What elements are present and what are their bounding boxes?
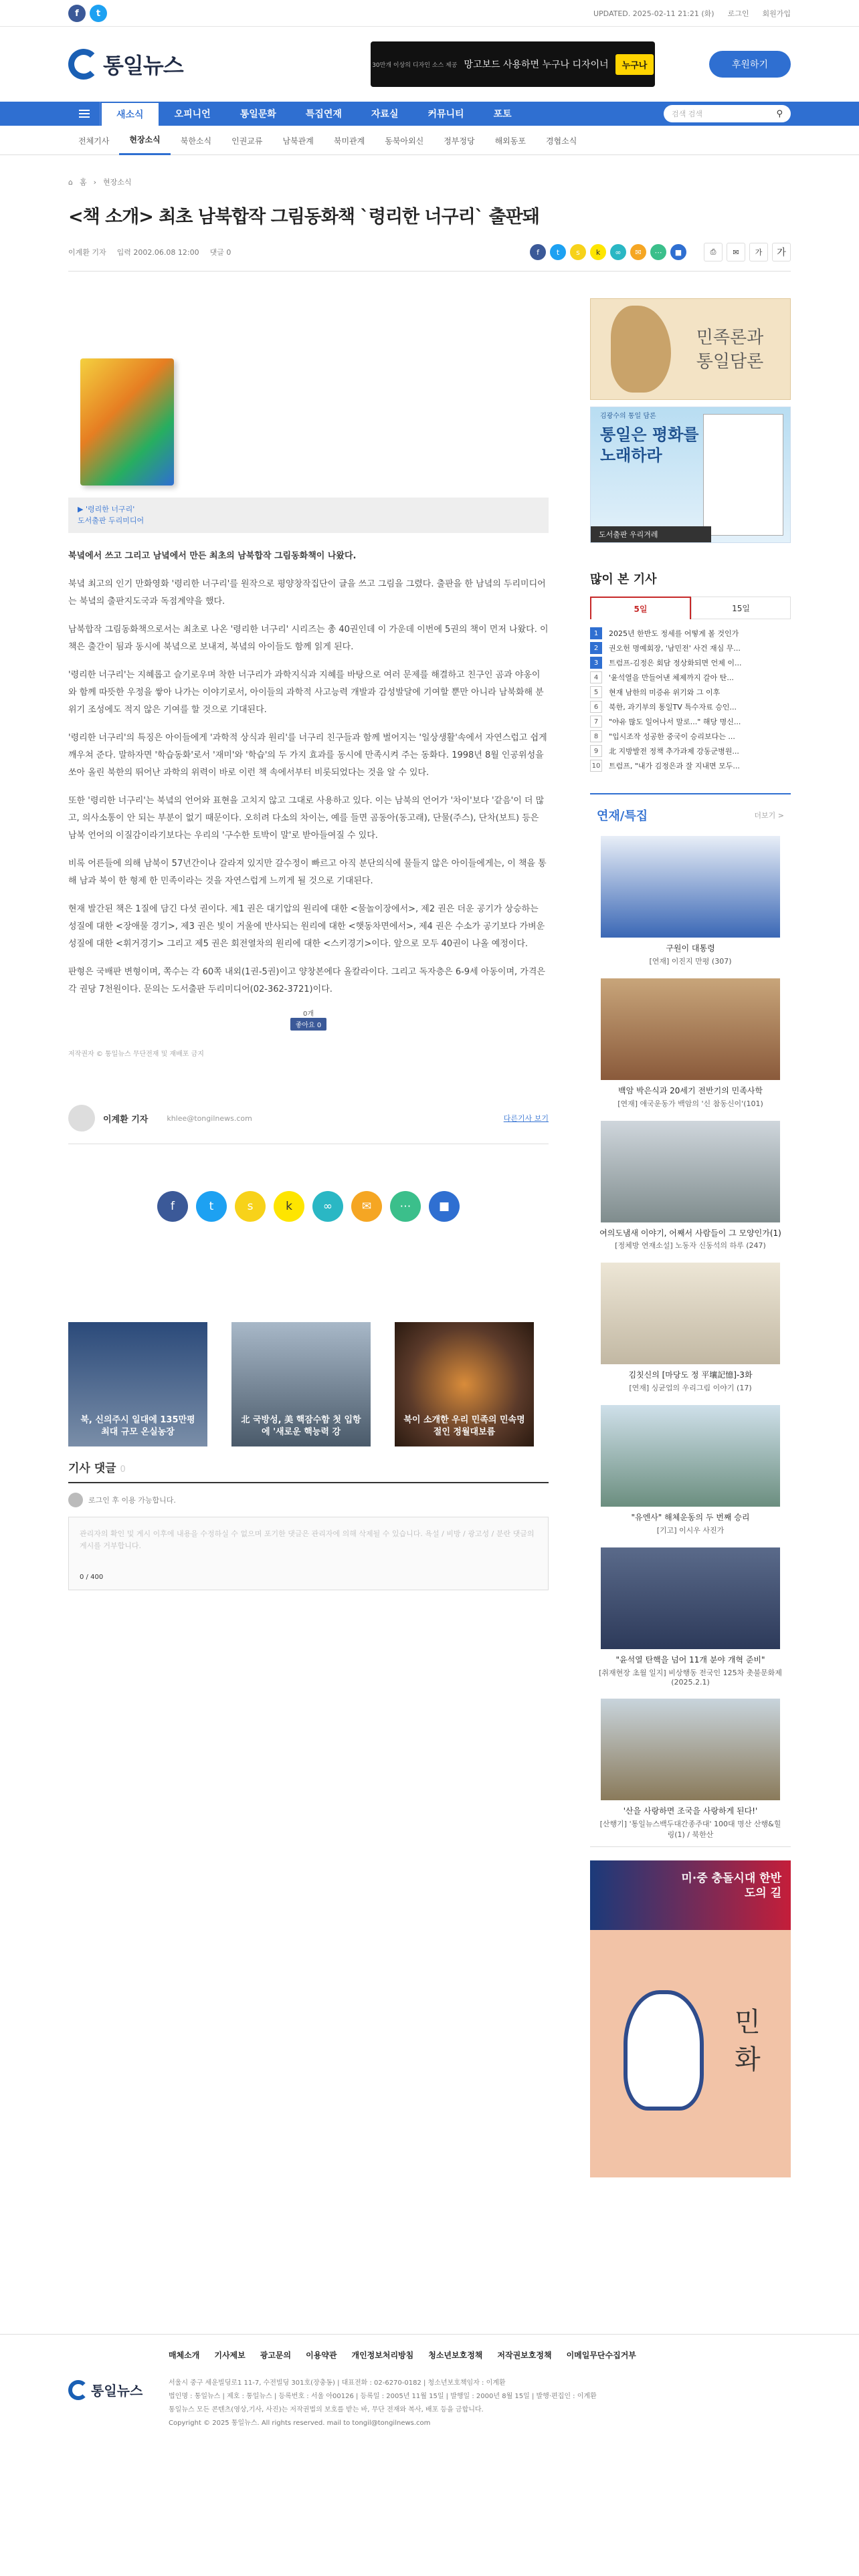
list-item[interactable]: 5 현재 남한의 미증유 위기와 그 이후 [590,685,791,700]
vase-image [624,1990,704,2111]
publish-date: 입력 2002.06.08 12:00 [116,248,199,257]
share-buttons [68,1191,549,1222]
subnav-item[interactable]: 북한소식 [180,136,212,146]
logo-mark-icon [68,2380,88,2400]
tab-5days[interactable]: 5일 [590,597,691,619]
article-paragraph: '령리한 너구리'는 지혜롭고 슬기로우며 착한 너구리가 과학지식과 지혜를 바탕으로 여러 문제를 해결하고 친구인 곰과 야옹이와 함께 따뜻한 우정을 쌓아 나가는 이야기로서, 아이들의 과학적 사고능력 개발과 감성발달에 기여할 뿐만 아니라 남북화해 분위기 조성에도 적지 않은 기여를 할 것으로 기대된다. [68,670,544,715]
article-paragraph: 판형은 국배판 변형이며, 쪽수는 각 60쪽 내외(1권-5권)이고 양창본에다 올칼라이다. 그리고 독자층은 6-9세 아동이며, 가격은 각 권당 7천원이다. 문의는 도서출판 두리미디어(02-362-3721)이다. [68,967,545,994]
share-facebook-icon[interactable]: f [530,244,546,260]
series-card[interactable] [597,836,784,966]
breadcrumb-section[interactable]: 현장소식 [103,178,132,187]
list-item[interactable]: 3 트럼프-김정은 회담 정상화되면 언제 이... [590,655,791,670]
series-card-sub: [연재] 애국운동가 백암의 '신 참동신이'(101) [617,1099,763,1108]
ad3-text: 미·중 충돌시대 한반도의 길 [681,1871,781,1900]
related-title: 북이 소개한 우리 민족의 민속명절인 정월대보름 [403,1414,525,1437]
comment-textarea[interactable] [68,1517,549,1590]
nav-item-culture[interactable]: 통일문화 [240,109,276,120]
sidebar [590,298,791,2177]
author-box [68,1105,549,1144]
series-card-title: '산을 사랑하면 조국을 사랑하게 된다!' [623,1806,758,1816]
nav-item-opinion[interactable]: 오피니언 [174,109,211,120]
article-paragraph: 또한 '령리한 너구리'는 북녘의 언어와 표현을 고치지 않고 그대로 사용하고 있다. 이는 남북의 언어가 '차이'보다 '같음'이 더 많고, 의사소통이 안 되는 부분이 없기 때문이다. 오히려 다소의 차이는, 예를 들면 곰동아(동고래), 단물(주스), 단차(보트) 등은 남북 언어의 이질감이라기보다는 우리의 '구수한 토박이 말'로 받아들여질 수 있다. [68,796,545,841]
series-card-sub: [연재] 싱균업의 우리그림 이야기 (17) [629,1384,752,1393]
book-cover-image [80,358,174,486]
list-item[interactable]: 10 트럼프, "내가 김정은과 잘 지내면 모두... [590,758,791,773]
related-articles [68,1322,549,1446]
footer-logo[interactable] [68,2349,149,2430]
footer-info [169,2377,636,2430]
font-size-up-icon[interactable]: 가 [772,243,791,261]
hamburger-menu-icon[interactable] [68,102,100,126]
share-twitter-icon[interactable]: t [196,1191,227,1222]
like-count: 0개 [302,1010,314,1018]
series-card-sub: [연재] 이진지 만평 (307) [649,956,732,966]
share-kakaotalk-icon[interactable]: k [274,1191,304,1222]
banner-sub: 30만개 이상의 디자인 소스 제공 [372,62,458,69]
author-name: 이계환 기자 [103,1114,149,1125]
footer-info-line: Copyright © 2025 통일뉴스. All rights reserved. mail to tongil@tongilnews.com [169,2420,431,2427]
logo-mark-icon [68,49,99,80]
related-card[interactable] [68,1322,207,1446]
subnav-item-active[interactable]: 현장소식 [119,126,170,155]
article-paragraph: 북녘 최고의 인기 만화영화 '령리한 너구리'를 원작으로 평양창작집단이 글을 쓰고 그림을 그렸다. 출판을 한 남녘의 두리미디어는 북녘의 출판지도국과 독점계약을 했다. [68,579,546,607]
article-paragraph: 남북합작 그림동화책으로서는 최초로 나온 '령리한 너구리' 시리즈는 총 40권인데 이 가운데 이번에 5권의 책이 먼저 나왔다. 이 책은 출간이 됨과 동시에 북녘으로 보내져, 북녘의 아이들도 함께 읽게 된다. [68,625,549,652]
series-image [601,1547,780,1649]
share-kakaotalk-icon[interactable]: k [590,244,606,260]
top-ad-banner[interactable] [371,41,655,87]
footer [0,2334,859,2576]
share-email-icon[interactable]: ✉ [351,1191,382,1222]
series-card[interactable] [597,1263,784,1393]
series-card-title: "유엔사" 해체운동의 두 번째 승리 [631,1513,750,1523]
social-links [68,5,107,22]
footer-info-line: 통일뉴스 모든 콘텐츠(영상,기사, 사진)는 저작권법의 보호를 받는 바, 무단 전재와 복사, 배포 등을 금합니다. [169,2406,484,2413]
subnav-item[interactable]: 전체기사 [78,136,110,146]
footer-link[interactable]: 이메일무단수집거부 [566,2351,636,2360]
article-main [68,298,549,2177]
logo-text: 통일뉴스 [103,53,183,78]
ad1-text: 민족론과 통일담론 [696,328,764,372]
list-item[interactable]: 4 '윤석열을 만들어낸 체제까지 갈아 탄... [590,670,791,685]
korea-map-image [611,306,671,393]
share-twitter-icon[interactable]: t [550,244,566,260]
related-title: 北 국방성, 美 핵잠수함 첫 입항에 '새로운 핵능력 강 [241,1414,361,1437]
list-item[interactable]: 6 북한, 과기부의 통일TV 특수자료 승인... [590,700,791,714]
sidebar-ad-2[interactable] [590,407,791,543]
search-input[interactable] [664,105,791,122]
footer-link[interactable]: 이용약관 [306,2351,337,2360]
ad2-title: 통일은 평화를 노래하라 [600,425,699,465]
print-icon[interactable]: ⎙ [704,243,723,261]
footer-link[interactable]: 저작권보호정책 [497,2351,552,2360]
comment-count[interactable]: 댓글 0 [209,248,231,257]
share-email-icon[interactable]: ✉ [630,244,646,260]
list-item[interactable]: 1 2025년 한반도 정세를 어떻게 볼 것인가 [590,626,791,641]
popular-list [590,626,791,773]
ad2-author: 김광수의 통일 담론 [600,413,656,420]
author-email[interactable]: khlee@tongilnews.com [167,1113,252,1123]
list-item[interactable]: 7 "야유 많도 일어나서 말로..." 해당 명신... [590,714,791,729]
like-button[interactable]: 좋아요 0 [290,1018,327,1031]
series-image [601,836,780,938]
comment-char-counter: 0 / 400 [80,1574,104,1581]
login-note [68,1493,549,1507]
copyright-note: 저작권자 © 통일뉴스 무단전재 및 재배포 금지 [68,1051,204,1058]
nav-item-community[interactable]: 커뮤니티 [427,109,464,120]
sub-nav [0,126,859,155]
footer-info-line: 법인명 : 통일뉴스 | 제호 : 통일뉴스 | 등록번호 : 서울 아00126 | 등록일 : 2005년 11월 15일 | 발행일 : 2000년 8월 15일 | 발행·편집인 : 이계환 [169,2393,597,2400]
nav-item-series[interactable]: 특집연재 [305,109,342,120]
login-note-text: 로그인 후 이용 가능합니다. [88,1496,176,1505]
series-image [601,1263,780,1364]
series-card[interactable] [597,1699,784,1840]
series-card[interactable] [597,1405,784,1535]
series-image [601,1699,780,1800]
series-card-title: 구원이 대통령 [666,944,715,953]
series-card-sub: [정체방 연재소설] 노동자 신동석의 하루 (247) [615,1241,766,1251]
article-photo [68,358,549,533]
footer-logo-text: 통일뉴스 [91,2383,143,2399]
footer-link[interactable]: 청소년보호정책 [428,2351,483,2360]
nav-item-news[interactable]: 새소식 [100,102,160,126]
series-card[interactable] [597,1121,784,1251]
breadcrumb [68,155,791,187]
facebook-icon[interactable]: f [68,5,86,22]
series-title: 연재/특집 [597,809,648,823]
book-cover-image [703,414,783,536]
subnav-item[interactable]: 정부정당 [444,136,475,146]
share-kakaostory-icon[interactable]: s [235,1191,266,1222]
related-card[interactable] [395,1322,534,1446]
footer-info-line: 서울시 중구 세운빌딩로1 11-7, 수전빌딩 301호(장충동) | 대표전화 : 02-6270-0182 | 청소년보호책임자 : 이계환 [169,2379,506,2387]
footer-link[interactable]: 기사제보 [214,2351,246,2360]
subnav-item[interactable]: 해외동포 [494,136,526,146]
series-more-link[interactable]: 더보기 > [754,811,784,820]
header [0,27,859,102]
breadcrumb-home[interactable]: 홈 [79,178,87,187]
list-item[interactable]: 2 권오헌 명예회장, '남민전' 사건 재심 무... [590,641,791,655]
list-item[interactable]: 8 "입시조작 성공한 중국이 승리보다는 ... [590,729,791,744]
series-card-title: 여의도냄새 이야기, 어째서 사람들이 그 모양인가(1) [599,1228,781,1238]
article-paragraph: 북녘에서 쓰고 그리고 남녘에서 만든 최초의 남북합작 그림동화책이 나왔다. [68,551,357,561]
nav-item-archive[interactable]: 자료실 [371,109,399,120]
article-title: <책 소개> 최초 남북합작 그림동화책 `령리한 너구리` 출판돼 [68,207,539,227]
join-link[interactable]: 회원가입 [762,9,791,18]
reporter-name: 이계환 기자 [68,248,106,257]
footer-link[interactable]: 개인정보처리방침 [351,2351,414,2360]
sidebar-ad-1[interactable] [590,298,791,400]
series-card-sub: [산행기] '통일뉴스백두대간종주대' 100대 명산 산행&힐링(1) / 북한산 [599,1819,781,1839]
caption-line-1: ▶ '령리한 너구리' [78,505,135,514]
series-image [601,1121,780,1222]
home-icon[interactable]: ⌂ [68,177,73,187]
footer-link[interactable]: 매체소개 [169,2351,200,2360]
article-paragraph: 비록 어른들에 의해 남북이 57년간이나 갈라져 있지만 갈수정이 빠르고 아직 분단의식에 물들지 않은 아이들에게는, 이 책을 통해 남과 북이 한 형제 한 민족이라는 것을 자연스럽게 느끼게 될 것으로 기대된다. [68,859,547,886]
series-card-sub: [기고] 이시우 사진가 [656,1525,725,1535]
share-facebook-icon[interactable]: f [157,1191,188,1222]
caption-line-2: 도서출판 두리미디어 [78,516,145,525]
search-icon[interactable]: ⚲ [776,108,783,119]
series-card-title: "윤석열 탄핵을 넘어 11개 분야 개혁 준비" [615,1654,765,1665]
series-card-title: 백암 박은식과 20세기 전반기의 민족사학 [617,1085,763,1095]
series-box [590,793,791,1847]
twitter-icon[interactable]: t [90,5,107,22]
article-meta [68,243,791,272]
updated-timestamp: UPDATED. 2025-02-11 21:21 (화) [593,9,714,18]
mail-icon[interactable]: ✉ [727,243,745,261]
footer-link[interactable]: 광고문의 [260,2351,292,2360]
banner-text: 망고보드 사용하면 누구나 디자이너 [464,60,609,70]
main-nav [0,102,859,126]
comments-header [68,1459,549,1483]
subnav-item[interactable]: 북미관계 [333,136,365,146]
tab-15days[interactable]: 15일 [691,597,791,619]
breadcrumb-separator: › [93,177,97,187]
login-link[interactable]: 로그인 [727,9,749,18]
share-link-icon[interactable]: ∞ [312,1191,343,1222]
top-bar [0,0,859,27]
article-body [68,548,549,998]
facebook-like[interactable] [68,1008,549,1031]
ad2-publisher: 도서출판 우리겨레 [591,526,711,542]
article-paragraph: 현재 발간된 책은 1질에 담긴 다섯 권이다. 제1 권은 대기압의 원리에 대한 <물놀이장에서>, 제2 권은 더운 공기가 상승하는 성질에 대한 <장애물 경기>, 제3 권은 빛이 거울에 반사되는 원리에 대한 <햇동차면에서>, 제4 권은 수소가 공기보다 가벼운 성질에 대한 <휘거경기> 그리고 제5 권은 회전열차의 원리에 대한 <스키경기>이다. 앞으로 모두 40권이 나올 예정이다. [68,904,545,949]
subnav-item[interactable]: 인권교류 [231,136,263,146]
subnav-item[interactable]: 경협소식 [545,136,577,146]
footer-links [169,2349,636,2361]
ad4-text: 민 화 [735,2006,761,2075]
series-image [601,978,780,1080]
share-more-icon[interactable]: ⋯ [390,1191,421,1222]
series-card-title: 김칫신의 [마당도 정 平壤記憶]-3화 [628,1370,753,1380]
subnav-item[interactable]: 동북아외신 [385,136,424,146]
series-image [601,1405,780,1507]
article-paragraph: '령리한 너구리'의 특징은 아이들에게 '과학적 상식과 원리'를 너구리 친구들과 함께 벌어지는 '일상생활'속에서 자연스럽고 쉽게 깨우쳐 준다. 말하자면 '학습동화'로서 '재미'와 '학습'의 두 가지 효과를 동시에 만족시켜 주는 동화다. 1998년 8월 인공위성을 쏘아 올린 북한의 뛰어난 과학의 위력이 바로 이런 책 속에서부터 비롯되었다는 것을 알 수 있다. [68,733,547,778]
search-placeholder: 검색 검색 [672,110,703,118]
related-card[interactable] [231,1322,371,1446]
related-title: 북, 신의주시 일대에 135만평 최대 규모 온실농장 [80,1414,195,1437]
site-logo[interactable] [68,49,183,80]
font-size-down-icon[interactable]: 가 [749,243,768,261]
photo-caption [68,498,549,533]
comment-placeholder: 관리자의 확인 및 게시 이후에 내용을 수정하실 수 없으며 포기한 댓글은 관리자에 의해 삭제될 수 있습니다. 욕설 / 비방 / 광고성 / 분란 댓글의 게시를 거부합니다. [80,1529,535,1550]
comments-count: 0 [120,1465,126,1475]
comments-title: 기사 댓글 [68,1462,116,1475]
share-link-icon[interactable]: ∞ [610,244,626,260]
bookmark-icon[interactable]: ■ [670,244,686,260]
nav-item-photo[interactable]: 포토 [493,109,512,120]
popular-tabs [590,597,791,619]
share-kakaostory-icon[interactable]: s [570,244,586,260]
avatar [68,1105,95,1132]
author-more-link[interactable]: 다른기사 보기 [503,1114,549,1123]
user-avatar-icon [68,1493,83,1507]
bookmark-icon[interactable]: ■ [429,1191,460,1222]
series-card[interactable] [597,978,784,1109]
subnav-item[interactable]: 남북관계 [282,136,314,146]
support-button[interactable]: 후원하기 [709,51,791,78]
series-card-sub: [취재현장 초월 일지] 비상행동 전국인 125차 촛불문화제(2025.2.1) [599,1668,782,1687]
series-card[interactable] [597,1547,784,1687]
share-more-icon[interactable]: ⋯ [650,244,666,260]
list-item[interactable]: 9 北 지방발전 정책 추가과제 강동군병원... [590,744,791,758]
sidebar-ad-4[interactable] [590,1930,791,2177]
sidebar-ad-3[interactable] [590,1860,791,1930]
banner-highlight: 누구나 [615,54,654,75]
popular-title: 많이 본 기사 [590,572,657,586]
